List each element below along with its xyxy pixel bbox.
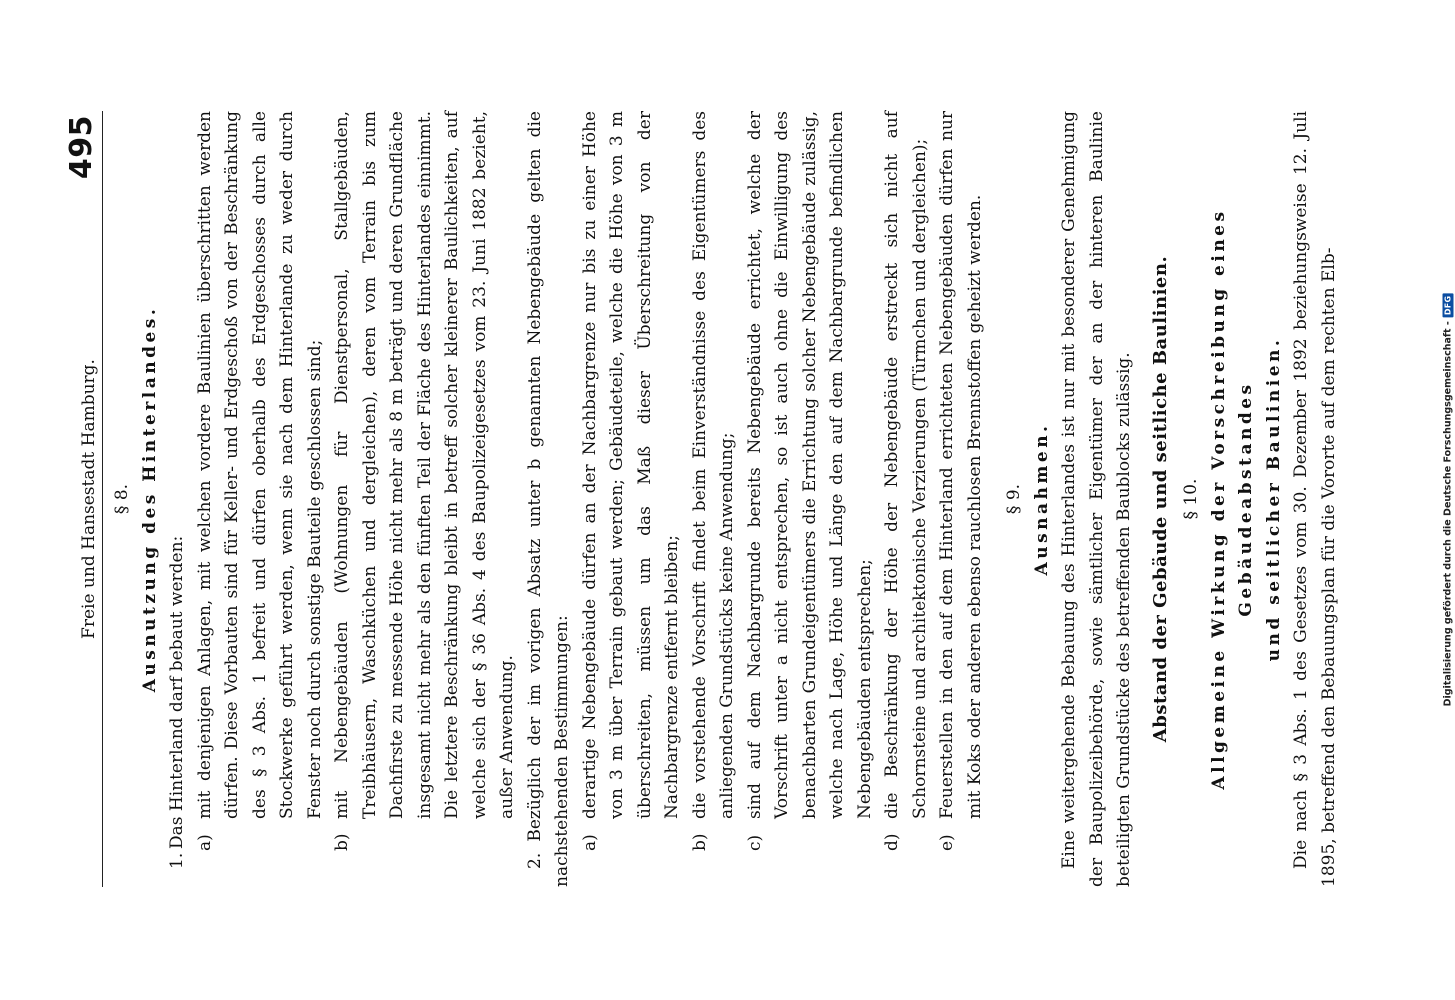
section-10-title-line1: Allgemeine Wirkung der Vorschreibung eines Gebäudeabstandes — [1208, 208, 1256, 790]
paragraph-text: Bezüglich der im vorigen Absatz unter b genannten Nebengebäude gelten die nachstehenden Bestimmungen: — [524, 111, 572, 887]
clause-2d — [879, 111, 934, 887]
page-number: 495 — [64, 115, 99, 180]
clause-1b — [329, 111, 522, 887]
document-page — [62, 75, 1392, 925]
clause-text: die Beschränkung der Höhe der Nebengebäude erstreckt sich nicht auf Schornsteine und architektonische Verzierungen (Türmchen und dergleichen); — [882, 111, 930, 819]
clause-label: d) — [882, 833, 902, 851]
clause-text: derartige Nebengebäude dürfen an der Nachbargrenze nur bis zu einer Höhe von 3 m über Terrain gebaut werden; Gebäudeteile, welche die Höhe von 3 m überschreiten, müssen um das Maß dieser Überschreitung von der Nachbargrenze entfernt bleiben; — [579, 111, 682, 819]
paragraph-text: Das Hinterland darf bebaut werden: — [167, 535, 187, 849]
clause-label: b) — [332, 833, 352, 851]
clause-2a — [577, 111, 687, 887]
section-10-number: § 10. — [1181, 478, 1201, 520]
dfg-logo: DFG — [1443, 295, 1453, 316]
section-10-text: Die nach § 3 Abs. 1 des Gesetzes vom 30. Dezember 1892 beziehungsweise 12. Juli 1895, betreffend den Bebauungsplan für die Vororte auf dem rechten Elb- — [1291, 111, 1339, 887]
clause-1a — [192, 111, 330, 887]
clause-label: b) — [689, 833, 710, 851]
clause-label: a) — [194, 834, 215, 851]
section-9-title: Ausnahmen. — [1031, 422, 1052, 576]
paragraph-label: 2. — [524, 852, 545, 869]
section-10-title-line2: und seitlicher Baulinien. — [1263, 336, 1284, 662]
clause-2e — [934, 111, 989, 887]
clause-text: sind auf dem Nachbargrunde bereits Nebengebäude errichtet, welche der Vorschrift unter a nicht entsprechen, so ist auch ohne die Einwilligung des benachbarten Grundeigentümers die Errichtung solcher Nebengebäude zulässig, welche nach Lage, Höhe und Länge den auf dem Nachbargrunde befindlichen Nebengebäuden entsprechen; — [744, 111, 875, 819]
clause-text: mit Nebengebäuden (Wohnungen für Dienstpersonal, Stallgebäuden, Treibhäusern, Waschküchen und dergleichen), deren vom Terrain bis zum Dachfirste zu messende Höhe nicht mehr als 8 m beträgt und deren Grundfläche insgesamt nicht mehr als den fünften Teil der Fläche des Hinterlandes einnimmt. Die letztere Beschränkung bleibt in betreff solcher kleinerer Baulichkeiten, auf welche sich der § 36 Abs. 4 des Baupolizeigesetzes vom 23. Juni 1882 bezieht, außer Anwendung. — [332, 111, 517, 819]
clause-text: die vorstehende Vorschrift findet beim Einverständnisse des Eigentümers des anliegenden Grundstücks keine Anwendung; — [689, 111, 737, 819]
section-9-number: § 9. — [1004, 483, 1024, 515]
section-8-number: § 8. — [112, 483, 132, 515]
clause-2b — [687, 111, 742, 887]
running-title: Freie und Hansestadt Hamburg. — [79, 359, 99, 639]
clause-text: Feuerstellen in den auf dem Hinterland errichteten Nebengebäuden dürfen nur mit Koks oder anderen ebenso rauchlosen Brennstoffen geheizt werden. — [937, 111, 985, 819]
clause-label: e) — [937, 834, 957, 851]
paragraph-2 — [522, 111, 577, 887]
spacer — [989, 111, 997, 887]
paragraph-label: 1. — [167, 852, 187, 869]
paragraph-1 — [164, 111, 192, 887]
clause-2c — [742, 111, 880, 887]
clause-label: a) — [579, 834, 600, 851]
section-9-text: Eine weitergehende Bebauung des Hinterlandes ist nur mit besonderer Genehmigung der Baupolizeibehörde, sowie sämtlicher Eigentümer der an der hinteren Baulinie beteiligten Grundstücke des betreffenden Baublocks zulässig. — [1059, 111, 1134, 887]
dfg-margin-note — [1443, 294, 1454, 707]
clause-text: mit denjenigen Anlagen, mit welchen vordere Baulinien überschritten werden dürfen. Diese Vorbauten sind für Keller- und Erdgeschoß von der Beschränkung des § 3 Abs. 1 befreit und dürfen oberhalb des Erdgeschosses durch alle Stockwerke geführt werden, wenn sie nach dem Hinterlande zu weder durch Fenster noch durch sonstige Bauteile geschlossen sind; — [194, 111, 325, 819]
spacer — [1139, 111, 1147, 887]
running-header — [64, 111, 103, 887]
section-8-title: Ausnutzung des Hinterlandes. — [139, 305, 160, 693]
margin-note-text: Digitalisierung gefördert durch die Deutsche Forschungsgemeinschaft - — [1442, 321, 1454, 707]
chapter-title: Abstand der Gebäude und seitliche Baulinien. — [1149, 255, 1171, 743]
clause-label: c) — [744, 834, 765, 851]
